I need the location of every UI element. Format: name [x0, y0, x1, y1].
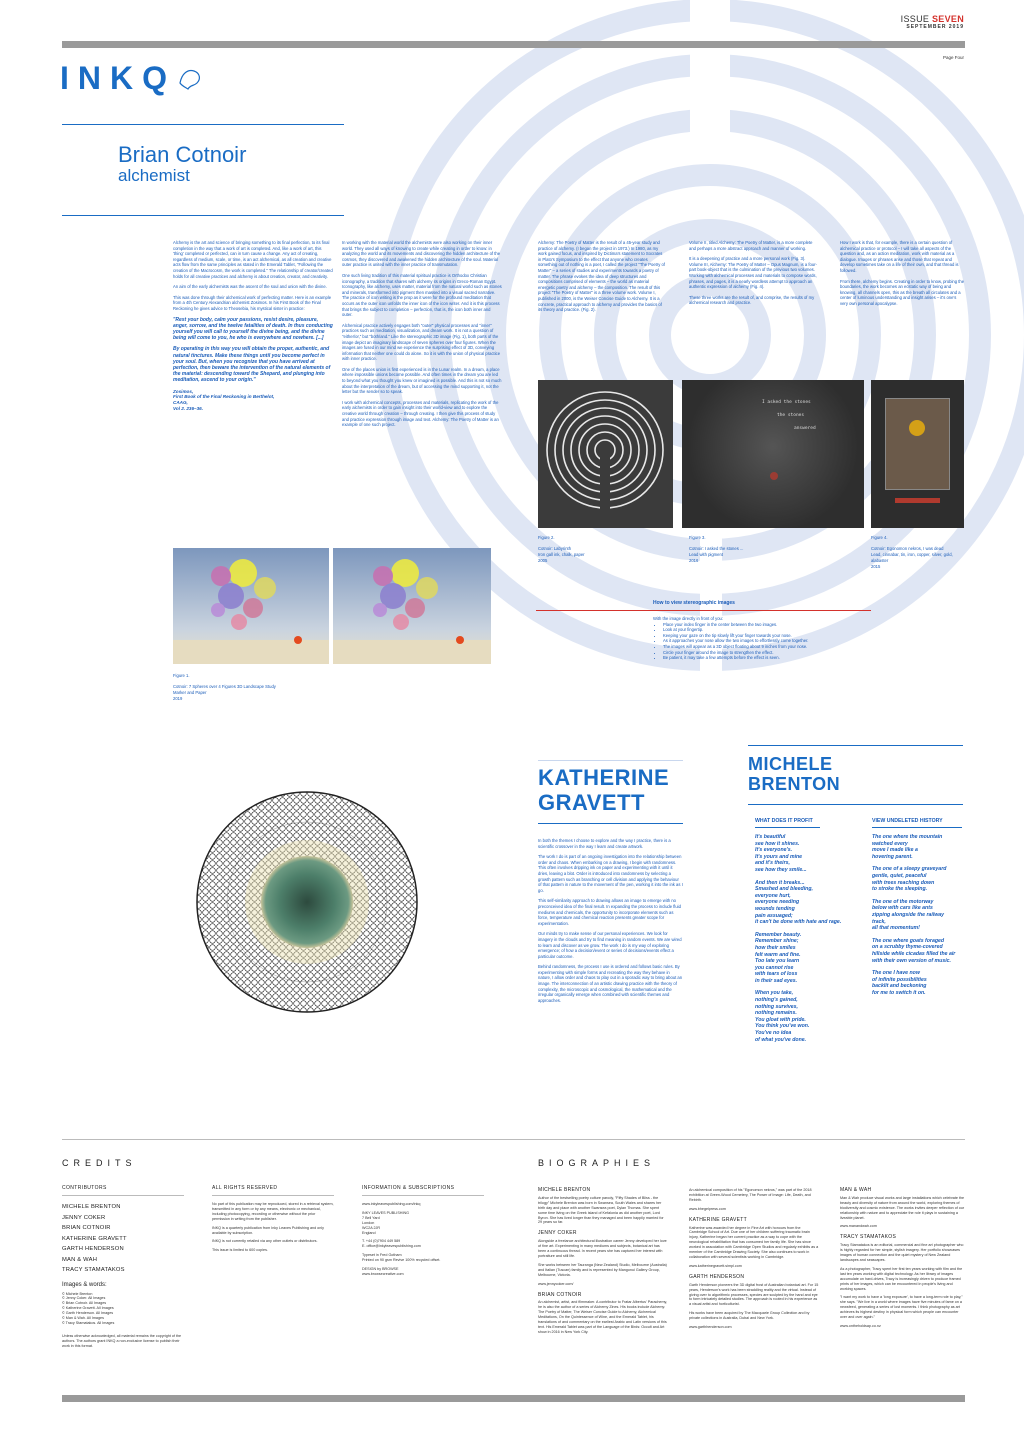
bio-text: An alchemist, artist, and filmmaker. A contributor to Fratar Albertus' Parachemy, he is also the author of a series of Alchemy Zines. His books include Alchemy: The Poetry of Matter, The Weiser Concise Guide to Alchemy, Alchemical Meditations, On the Quintessence of Wine, and the Emerald Tablet, his translations of and commentary on the earliest Arabic and Latin versions of this text. His Emerald Tablet was part of the Language of the Birds: Occult and Art show in 2016 in New York City. [538, 1300, 668, 1334]
figure-3-image [682, 380, 864, 528]
credits-heading: CREDITS [62, 1158, 137, 1168]
contributor-name: JENNY COKER [62, 1214, 106, 1221]
bio-heading: MICHELE BRENTON [538, 1187, 591, 1193]
feature-title [118, 143, 246, 185]
issue-label: ISSUE [900, 14, 930, 24]
poem-line: for me to switch it on. [872, 989, 926, 996]
paragraph: This was done through their alchemical work of perfecting matter. Here is an example from a 4th Century Alexandrian alchemist Zosimos. In his First Book of the Final Reckoning he gives advice to Theosebia, his mystical sister in practice: [173, 294, 332, 311]
poem-line: You've no idea [755, 1030, 792, 1037]
poem-line: with tears of loss [755, 971, 798, 978]
figure-year: 2019 [173, 696, 183, 701]
paragraph: In both the themes I choose to explore and the way I practice, there is a scientific crossover in the way I learn and create artwork. [538, 838, 671, 849]
contributors-block [62, 1185, 184, 1349]
poem-line: felt warm and fine. [755, 951, 801, 958]
bio-url[interactable]: www.ontheholdsap.co.nz [840, 1323, 881, 1328]
figure-year: 2005 [538, 558, 548, 563]
info-printing: Printed on 90 gsm Revive 100% recycled offset. [362, 1258, 441, 1263]
figure-title: Cotnoir: Egonomon nekros, I was dead [871, 546, 944, 551]
image-credit: © Jenny Coker. All Images [62, 1296, 106, 1301]
poem-line: all that momentum! [872, 925, 920, 932]
poem-line: It's everyone's. [755, 847, 793, 854]
paragraph: From there, alchemy begins. Creating in order to know, probing the boundaries, the work becomes an ecstatic way of being and knowing, all channels open, this as the breath all circulates and a center of luminous understanding and insight arises – it's one's very own personal apocalypse. [840, 278, 965, 306]
brenton-name-line-2: BRENTON [748, 774, 841, 794]
info-rule [362, 1195, 484, 1196]
citation-line: CAAG, [173, 400, 188, 406]
poem-line: hillside while cicadas filled the air [872, 950, 956, 957]
figure-year: 2015 [871, 564, 881, 569]
article-column-4 [689, 240, 817, 311]
info-telephone: T. +44 (0)7904 449 589 [362, 1239, 401, 1244]
brenton-name-line-1: MICHELE [748, 754, 833, 774]
figure-label: Figure 1. [173, 673, 190, 678]
stereo-step: • Look at your fingertip. [663, 627, 868, 633]
issue-block [901, 14, 964, 30]
poem-line: When you take, [755, 990, 794, 997]
gravett-body [538, 838, 683, 1008]
info-address-line: 7 Bell Yard [362, 1215, 380, 1220]
contributor-name: MICHELE BRENTON [62, 1204, 121, 1210]
poem-title: VIEW UNDELETED HISTORY [872, 818, 943, 824]
bio-heading: GARTH HENDERSON [689, 1273, 745, 1280]
poem-line: The one of the motorway [872, 898, 934, 905]
figure-1-image [173, 548, 491, 664]
poem-line: And then it breaks... [755, 879, 805, 886]
credits-footnote: Unless otherwise acknowledged, all material remains the copyright of the authors. The authors grant INKQ a non-exclusive license to publish their work in this format. [62, 1333, 182, 1348]
paragraph: How I work is that, for example, there is a certain question of alchemical practice or protocol – I will take all aspects of the question and, as an action meditation, work with material as a dialogue. Images or phrases arise and those that repeat and develop sometimes take on a life of their own, and that thread is followed. [840, 240, 959, 273]
image-credit: © Garth Henderson. All Images [62, 1311, 114, 1316]
info-address-line: London [362, 1220, 375, 1225]
bio-url[interactable]: www.garthhenderson.com [689, 1325, 732, 1330]
figure-medium: Lead, cinnabar, tin, iron, copper, silver, gold, alabaster [871, 552, 953, 563]
figure-medium: Lead with pigment [689, 552, 723, 557]
citation-line: Vol 2. 236–36. [173, 405, 203, 411]
poem-line: to stroke the sleeping. [872, 886, 928, 893]
poem-line: move I made like a [872, 847, 918, 854]
bio-heading: BRIAN COTNOIR [538, 1291, 582, 1298]
paragraph: Volume II, titled Alchemy: The Poetry of Matter, is a more complete and perhaps a more abstract approach and manner of working. [689, 240, 813, 251]
brenton-rule-bottom [748, 804, 963, 805]
figure-3-overlay-text: the stones [777, 413, 805, 418]
poem-line: Remember shine; [755, 938, 799, 945]
bio-url[interactable]: www.bhegelpress.com [689, 1206, 726, 1211]
gravett-name-line-1: KATHERINE [538, 765, 670, 790]
poem-line: The one where the mountain [872, 834, 943, 840]
bio-text: An alchemical composition of his "Egonomon nekros," was part of the 2018 exhibition at Green-Wood Cemetery, The Power of Image: Life, Death, and Rebirth. [689, 1188, 812, 1202]
figure-3-caption [689, 535, 849, 564]
poem-line: below with cars like ants [872, 905, 933, 912]
poem-line: you cannot rise [755, 964, 794, 971]
stereo-rule [536, 610, 871, 611]
image-credit: © Brian Cotnoir. All Images [62, 1301, 107, 1306]
paragraph: INKQ is not currently retailed via any other outlets or distributors. [212, 1239, 318, 1244]
bio-text: Katherine was awarded her degree in Fine Art with honours from the Cambridge School of Art. Due one of her children suffering traumatic brain injury, Katherine began her current practice as a way to cope with the neurological rehabilitation that has consumed her family life. She has since worked in association with Cambridge Open Studios and regularly exhibits as a member of the Cambridge Drawing Society. She also continues to work in collaboration with several scientists working in Cambridge. [689, 1225, 819, 1259]
feature-rule [62, 215, 344, 216]
figure-2-caption [538, 535, 673, 564]
figure-title: Cotnoir: Labyrinth [538, 546, 572, 551]
paragraph: The work I do is part of an ongoing investigation into the relationship between order and chaos. When embarking on a drawing, I begin with randomness. This often involves dripping ink on paper and experimenting with it until it dries, leaving a blot. Order is introduced into randomness by selecting a growth pattern such as branching or cell division and applying the behaviour of that pattern in nature to the movement of the pen, working it into the ink as I go. [538, 854, 683, 893]
brand-logo [60, 60, 204, 97]
bio-heading: TRACY STAMATAKOS [840, 1234, 897, 1241]
stereo-step: • Circle your finger around the image to strengthen the effect. [663, 650, 868, 656]
gravett-rule [538, 760, 683, 761]
bottom-rule [62, 1395, 965, 1402]
bio-heading: KATHERINE GRAVETT [689, 1216, 747, 1223]
info-url[interactable]: www.inkyleavespublishing.com/inkq [362, 1202, 421, 1206]
paragraph: An aim of the early alchemists was the ascent of the soul and union with the divine. [173, 284, 327, 290]
poem-line: with their own version of music. [872, 957, 951, 964]
figure-title: Cotnoir: 7 Spheres over 4 Figures 3D Landscape Study [173, 684, 276, 689]
bio-text: Garth Henderson pioneers the 3D digital frost of Australian botanical art. For 15 years, Henderson's work has been straddling reality and the virtual. Instead of giving over to algorithmic processes, species are sculpted by the hand and eye to form intricately detailed studies. The approach is rooted in his experience as a visual artist and horticulturist. [689, 1282, 819, 1307]
stereo-title: How to view stereographic images [653, 600, 735, 606]
paragraph: This self-similarity approach to drawing allows an image to emerge with no preconceived idea of the final result. In expanding the process to include fluid mediums and chemicals, the opportunity to incorporate elements such as force, temperature and chemical reaction presents greater scope for experimentation. [538, 898, 681, 926]
bio-text: Author of the bestselling poetry culture parody, "Fifty Shades of Bliss - the trilogy" Michele Brenton was born in Swansea, South Wales and shares her birth day and place with another Swansea poet, Dylan Thomas. She spent some time living on the Greek island of Kefalonia as did another poet, Lord Byron. She has lived longer than they managed and been happily married for 29 years so far. [538, 1195, 664, 1225]
bio-text: Alongside a freelance architectural illustration career Jenny developed her love of fine art. Experimenting in many mediums and subjects, botanical art has been a continuous thread. In recent years she has captured her interest with portraiture and still life. [538, 1239, 667, 1258]
poem-line: of what you've done. [755, 1036, 807, 1043]
figure-label: Figure 2. [538, 535, 555, 540]
brenton-header [748, 745, 963, 805]
article-column-2 [342, 240, 502, 433]
poem-line: nothing's gained, [755, 997, 798, 1004]
paragraph: Alchemical practice actively engages both "outer" physical processes and "inner" practices such as meditation, visualization, and dream work. It is not a question of "either/or," but "both/and." Like the stereographic 3D image (Fig. 1), both parts of the image depict an imaginary landscape of seven spheres over four figures. When the images are fused in our mind we experience the surprising effect of 3D, conveying information that neither one could do alone. So it is with the union of physical practice with inner practice. [342, 322, 501, 362]
contributor-name: GARTH HENDERSON [62, 1246, 124, 1252]
poem-line: wounds tending [755, 905, 795, 912]
header-rule [62, 124, 344, 125]
artist-name: Brian Cotnoir [118, 142, 247, 167]
poem-line: You gloat with pride. [755, 1016, 806, 1023]
paragraph: These three works are the result of, and comprise, the results of my alchemical research and practice. [689, 294, 815, 306]
image-credit: © Man & Wah. All Images [62, 1316, 104, 1321]
image-credit: © Katherine Gravett. All Images [62, 1306, 114, 1311]
paragraph: It is a deepening of practice and a more personal work (Fig. 3). Volume III, Alchemy: The Poetry of Matter – Opus Magnum, is a four-part book-object that is the culmination of the previous two volumes. Working with alchemical processes and materials to compose words, phrases, and pages, it is a nearly wordless attempt to approach an authentic expression of alchemy (Fig. 4). [689, 256, 817, 290]
figure-label: Figure 4. [871, 535, 888, 540]
poem-line: with trees reaching down [872, 879, 935, 886]
contributors-label: CONTRIBUTORS [62, 1185, 107, 1191]
poem-line: everyone hurt, [755, 892, 791, 899]
poem-line: in their sad eyes. [755, 977, 798, 984]
stereo-step: • Place your index finger in the center between the two images. [663, 622, 868, 628]
citation [173, 389, 333, 412]
bio-text: "I want my work to have a 'long exposure', to have a long-term role to play," she says. "We live in a world where images have five minutes of fame on a newsfeed, generating a series of lost moments. I think photography as art achieves its highest destiny in physical form which people can encounter over and over again." [840, 1295, 963, 1320]
poem-line: track, [872, 918, 886, 925]
pigment-dot [770, 472, 778, 480]
poem-line: see how it shines. [755, 840, 800, 847]
stereo-step: • Be patient, it may take a few attempts before the effect is seen. [663, 655, 868, 661]
paragraph: INKQ is a quarterly publication from Inky Leaves Publishing and only available by subscription. [212, 1225, 324, 1235]
poem-lines [755, 834, 855, 1043]
rights-rule [212, 1195, 334, 1196]
figure-title: Cotnoir: I asked the stones ... [689, 546, 744, 551]
info-label: INFORMATION & SUBSCRIPTIONS [362, 1185, 455, 1191]
info-email[interactable]: E. office@inkyleavespublishing.com [362, 1244, 421, 1249]
poem-line: It's beautiful [755, 834, 786, 840]
images-label: Images & words: [62, 1281, 107, 1288]
quotation: By operating in this way you will obtain the proper, authentic, and natural tinctures. Make these things until you become perfect in your soul. But, when you recognize that you have arrived at perfection, then beware the intervention of the natural elements of the material: descending toward the Shepard, and plunging into meditation, ascend to your origin." [173, 346, 331, 384]
contributor-name: MAN & WAH [62, 1256, 98, 1263]
info-typeface: Typeset in Fred Gotham [362, 1253, 402, 1258]
gravett-rule-bottom [538, 823, 683, 824]
image-credit: © Michele Brenton [62, 1291, 93, 1296]
citation-line: First Book of the Final Reckoning in Berthelot, [173, 394, 275, 400]
bio-url[interactable]: www.jennycoker.com/ [538, 1281, 574, 1286]
poem-line: of infinite possibilities [872, 976, 927, 983]
figure-label: Figure 3. [689, 535, 706, 540]
quotation: "Rest your body, calm your passions, resist desire, pleasure, anger, sorrow, and the twelve fatalities of death. In thus conducting yourself you will call to yourself the divine being, and the divine being will come to you, he who is everywhere and nowhere. [...] [173, 316, 333, 342]
gravett-name-line-2: GRAVETT [538, 790, 645, 815]
leaf-logo-icon [176, 65, 204, 93]
stereo-instructions [653, 600, 868, 661]
paragraph: Alchemy: The Poetry of Matter is the result of a 45-year study and practice of alchemy. (I began the project in 1973.) In 1980, as my work gained focus, and inspired by Dictima's statement to Socrates in Plato's Symposium to the effect that anyone who creates something out of nothing is a poet, I called the project "The Poetry of Matter" – a series of studies and experiments towards a poetry of matter. The phrase evokes the idea of deep structures and compositions comprised of elements – the world as material energetic poetry and alchemy – the composition. The result of this project "The Poetry of Matter" is a three volume work. Volume I, published in 2000, is the Weiser Concise Guide to Alchemy. It is a concrete, practical approach to alchemy and provides the basics of its theory and practice. (Fig. 2). [538, 240, 665, 313]
stereo-step: • Keeping your gaze on the tip slowly lift your finger towards your nose. [663, 633, 868, 639]
rights-label: ALL RIGHTS RESERVED [212, 1185, 278, 1191]
bio-column-3 [840, 1182, 965, 1333]
bio-heading: MAN & WAH [840, 1187, 872, 1193]
bio-column-1 [538, 1182, 668, 1339]
figure-3-overlay-text: answered [794, 426, 816, 431]
poem-view-undeleted-history [872, 818, 967, 996]
paragraph: Behind randomness, the process I use is ordered and follows basic rules. By experimenting with simple forms and recreating the way they behave in nature, I allow order and chaos to play out in a sporadic way to bring about an image. The interconnection of an artistic drawing practice with the theory of complexity, the microscopic and cosmological, the mathematical and the irregular organically emerge when combined with scientific themes and approaches. [538, 964, 683, 1003]
stereo-steps [653, 622, 868, 661]
poem-line: see how they smile... [755, 866, 807, 873]
poem-lines [872, 834, 967, 996]
bio-heading: JENNY COKER [538, 1230, 577, 1237]
poem-title: WHAT DOES IT PROFIT [755, 818, 813, 824]
contributor-name: KATHERINE GRAVETT [62, 1235, 127, 1242]
article-column-1 [173, 240, 333, 412]
contributor-name: BRIAN COTNOIR [62, 1225, 111, 1231]
poem-line: Too late you learn [755, 958, 800, 965]
figure-year: 2016 [689, 558, 699, 563]
issue-number: SEVEN [931, 14, 964, 24]
figure-medium: Marker and Paper [173, 690, 207, 695]
poem-line: and it's theirs, [755, 860, 790, 867]
paragraph: Our minds try to make sense of our personal experiences. We look for imagery in the clouds and try to find meaning in random events. We are wired to learn and discover as we grow. The work I do is my way of exploring emergence; of how a decision/event or series of decisions/events effect a particular outcome. [538, 931, 682, 959]
poem-rule [872, 827, 962, 828]
bio-text: As a photographer, Tracy spent her first ten years working with film and the last ten years working with digital technology. As her library of images accumulate on hard-drives, Tracy is increasingly driven to produce framed prints of her images, which can be encountered in people's living and working spaces. [840, 1266, 963, 1291]
page-number: Page Four [942, 55, 964, 60]
info-block [362, 1185, 484, 1277]
poem-line: on a scrubby thyme-covered [872, 944, 943, 951]
figure-2-image [538, 380, 673, 528]
bio-text: Tracy Stamatakos is an editorial, commercial and fine art photographer who is highly regarded for her simple, stylish imagery. Her portfolio showcases images of human connection and the quiet mystery of New Zealand landscapes and seascapes. [840, 1243, 964, 1262]
info-design: DESIGN by BROWSE [362, 1267, 399, 1272]
poem-line: Smashed and bleeding, [755, 886, 813, 893]
paragraph: One of the places union is first experienced is in the Lunar realm. In a dream, a place where impossible unions become possible. And often times in the dream you are led to beyond what you thought you knew or imagined is possible. And this is not so much about the interpretation of the dream, but of accessing the mind supporting it, not the letter but the sender so to speak. [342, 366, 502, 395]
poem-line: how their smiles [755, 944, 796, 951]
article-column-3 [538, 240, 666, 318]
paragraph: One such living tradition of this material spiritual practice is Orthodox Christian iconography, a tradition that shares with alchemy its origins in Greco-Roman Egypt. Iconography, like alchemy, uses matter, material from the natural world such as stones and minerals, transformed into pigment then massed into a visual sacred narrative. The practice of icon writing is the prop as it were for the profound meditation that occurs as the outer icon unfolds the inner icon of the icon writer. And it is this process that brings the subject to completion – perfection, that is, the icon both inner and outer. [342, 272, 502, 318]
paragraph: In working with the material world the alchemists were also working on their inner world. They used all ways of knowing to create while creating in order to know: in analyzing the world and its movements and discovering the hidden architecture of the cosmos, they discovered and awakened the hidden architecture of the soul. Material outer practice is united with the inner practice of transmutation. [342, 240, 501, 268]
poem-line: watched every [872, 840, 908, 847]
info-address-line: WC2A 2JR [362, 1225, 381, 1230]
article-column-5 [840, 240, 965, 312]
bio-url[interactable]: www.katherinegravett.simpl.com [689, 1263, 742, 1268]
paragraph: This issue is limited to 600 copies. [212, 1248, 268, 1253]
citation-line: Zosimos, [173, 388, 194, 394]
image-credit: © Tracy Stamatakos. All Images [62, 1320, 115, 1325]
issue-date: SEPTEMBER 2019 [906, 24, 964, 30]
stereo-intro: With the image directly in front of you: [653, 616, 724, 621]
poem-line: everyone needing [755, 899, 800, 906]
brand-name: INKQ [60, 60, 176, 96]
artist-role: alchemist [118, 166, 190, 185]
image-credits-list [62, 1292, 184, 1326]
info-design-url[interactable]: www.browsecreative.com [362, 1271, 404, 1276]
section-divider [62, 1139, 965, 1140]
poem-line: The one of a sleepy graveyard [872, 866, 947, 873]
top-rule [62, 41, 965, 48]
rights-block [212, 1185, 334, 1257]
poem-line: gentle, quiet, peaceful [872, 872, 927, 879]
bio-column-2 [689, 1188, 819, 1334]
poem-line: nothing survives, [755, 1003, 798, 1010]
poem-what-does-it-profit [755, 818, 855, 1043]
bio-text: Man & Wah produce visual works and large installations which celebrate the beauty and diversity of nature from around the world, exploring themes of biodiversity and cosmic existence. The works invites deeper reflection of our relationship with nature and to appreciate the role it plays in sustaining a liveable planet. [840, 1195, 965, 1220]
bio-text: She works between her Tauranga (New Zealand) Studio, Melbourne (Australia) and Italian (Tuscan) family and is represented by Mangonui Gallery Group, Melbourne, Victoria. [538, 1262, 667, 1277]
poem-line: You think you've won. [755, 1023, 810, 1030]
figure-4-caption [871, 535, 966, 570]
bio-url[interactable]: www.manandwah.com [840, 1224, 877, 1229]
stereo-step: • As it approaches your nose allow the two images to effortlessly come together. [663, 638, 868, 644]
contributors-list [62, 1202, 184, 1276]
brenton-rule [748, 745, 963, 746]
stereo-step: • The images will appear as a 3D object floating about 9 inches from your nose. [663, 644, 868, 650]
cinnabar-strip [895, 498, 940, 503]
poem-rule [755, 827, 820, 828]
poem-line: The one where goats foraged [872, 937, 945, 944]
bio-text: His works have been acquired by The Macquarie Group Collection and by private collections in Australia, Dubai and New York. [689, 1311, 810, 1321]
poem-line: nothing remains. [755, 1010, 797, 1017]
figure-4-image [871, 380, 964, 528]
paragraph: I work with alchemical concepts, processes and materials, replicating the work of the early alchemists in order to gain insight into their world-view and to explore the creative world through creation – through creating. I then give this process of study and practice expression through image and text. Alchemy: The Poetry of Matter is an example of one such project. [342, 399, 499, 428]
info-address-line: England [362, 1230, 376, 1235]
poem-line: hovering parent. [872, 853, 913, 860]
alabaster-panel [885, 398, 950, 490]
contributor-name: TRACY STAMATAKOS [62, 1267, 125, 1273]
figure-3-overlay-text: I asked the stones [762, 400, 811, 405]
figure-1-caption [173, 673, 373, 702]
poem-line: It's yours and mine [755, 853, 803, 860]
poem-line: it can't be done with hate and rage. [755, 919, 842, 926]
poem-line: pain assuaged; [755, 912, 793, 919]
biographies-heading: BIOGRAPHIES [538, 1158, 656, 1168]
poem-line: backlit and beckoning [872, 983, 927, 990]
figure-medium: Iron gall ink, chalk, paper [538, 552, 585, 557]
poem-line: zipping alongside the railway [872, 911, 945, 918]
poem-line: Remember beauty. [755, 931, 802, 938]
gravett-header [538, 760, 683, 824]
info-publisher: INKY LEAVES PUBLISHING [362, 1210, 409, 1215]
paragraph: No part of this publication may be reproduced, stored in a retrieval system, transmitted in any form or by any means, electronic or mechanical, including photocopying, recording or otherwise without the prior permission in writing from the publisher. [212, 1202, 334, 1221]
gravett-drawing [195, 790, 420, 1015]
gold-seal [909, 420, 925, 436]
poem-line: The one I have now [872, 970, 920, 977]
contributors-rule [62, 1195, 184, 1196]
paragraph: Alchemy is the art and science of bringing something to its final perfection, to its final completion in the way that a work of art is completed. And, like a work of art, this 'thing' completed or perfected, can in turn cause a change. Any act of creating, regardless of medium, scale, or time, is an act alchemical, as all creation and creative acts flow from the same principles as stated in the Emerald Tablet, "Following the creation of the Macrocosm, the work is completed." The relationship of creator/created holds for all creative practices and alchemy is about creation, creator, and creativity. [173, 240, 333, 279]
